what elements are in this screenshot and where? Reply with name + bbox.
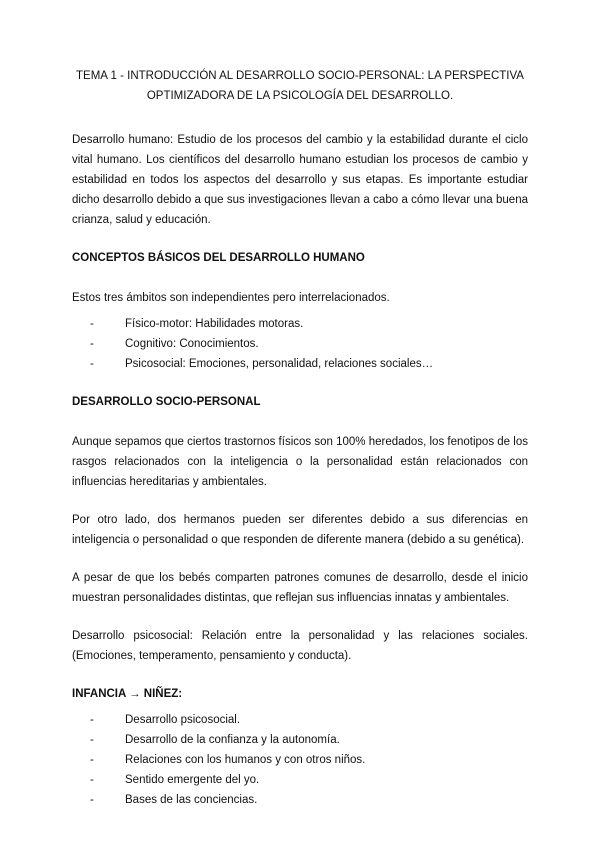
title-line-1: TEMA 1 - INTRODUCCIÓN AL DESARROLLO SOCIO-PERSONAL: LA PERSPECTIVA xyxy=(76,70,524,82)
socio-paragraph: A pesar de que los bebés comparten patrones comunes de desarrollo, desde el inicio muestran personalidades distintas, que reflejan sus influencias innatas y ambientales. xyxy=(72,572,528,604)
title-line-2: OPTIMIZADORA DE LA PSICOLOGÍA DEL DESARROLLO. xyxy=(146,90,454,102)
heading-socio-personal: DESARROLLO SOCIO-PERSONAL xyxy=(72,396,261,408)
heading-conceptos: CONCEPTOS BÁSICOS DEL DESARROLLO HUMANO xyxy=(72,252,365,264)
conceptos-lead: Estos tres ámbitos son independientes pero interrelacionados. xyxy=(72,292,390,304)
list-item: - Físico-motor: Habilidades motoras. xyxy=(90,314,528,334)
list-item: - Desarrollo de la confianza y la autonomía. xyxy=(90,730,528,750)
document-title xyxy=(72,66,528,106)
conceptos-list xyxy=(72,314,528,374)
list-item: - Sentido emergente del yo. xyxy=(90,770,528,790)
list-item: - Cognitivo: Conocimientos. xyxy=(90,334,528,354)
heading-infancia: INFANCIA → NIÑEZ: xyxy=(72,688,183,700)
list-item: - Desarrollo psicosocial. xyxy=(90,710,528,730)
socio-paragraph: Aunque sepamos que ciertos trastornos físicos son 100% heredados, los fenotipos de los rasgos relacionados con la inteligencia o la personalidad están relacionados con influencias hereditarias y ambientales. xyxy=(72,436,528,488)
list-item: - Relaciones con los humanos y con otros niños. xyxy=(90,750,528,770)
list-item: - Psicosocial: Emociones, personalidad, relaciones sociales… xyxy=(90,354,528,374)
socio-paragraph: Por otro lado, dos hermanos pueden ser diferentes debido a sus diferencias en inteligencia o personalidad o que responden de diferente manera (debido a su genética). xyxy=(72,514,528,546)
socio-paragraph: Desarrollo psicosocial: Relación entre la personalidad y las relaciones sociales. (Emociones, temperamento, pensamiento y conducta). xyxy=(72,630,528,662)
infancia-list xyxy=(72,710,528,810)
list-item: - Bases de las conciencias. xyxy=(90,790,528,810)
intro-paragraph: Desarrollo humano: Estudio de los procesos del cambio y la estabilidad durante el ciclo vital humano. Los científicos del desarrollo humano estudian los procesos de cambio y estabilidad en todos los aspectos del desarrollo y sus etapas. Es importante estudiar dicho desarrollo debido a que sus investigaciones llevan a cabo a cómo llevar una buena crianza, salud y educación. xyxy=(72,134,528,226)
